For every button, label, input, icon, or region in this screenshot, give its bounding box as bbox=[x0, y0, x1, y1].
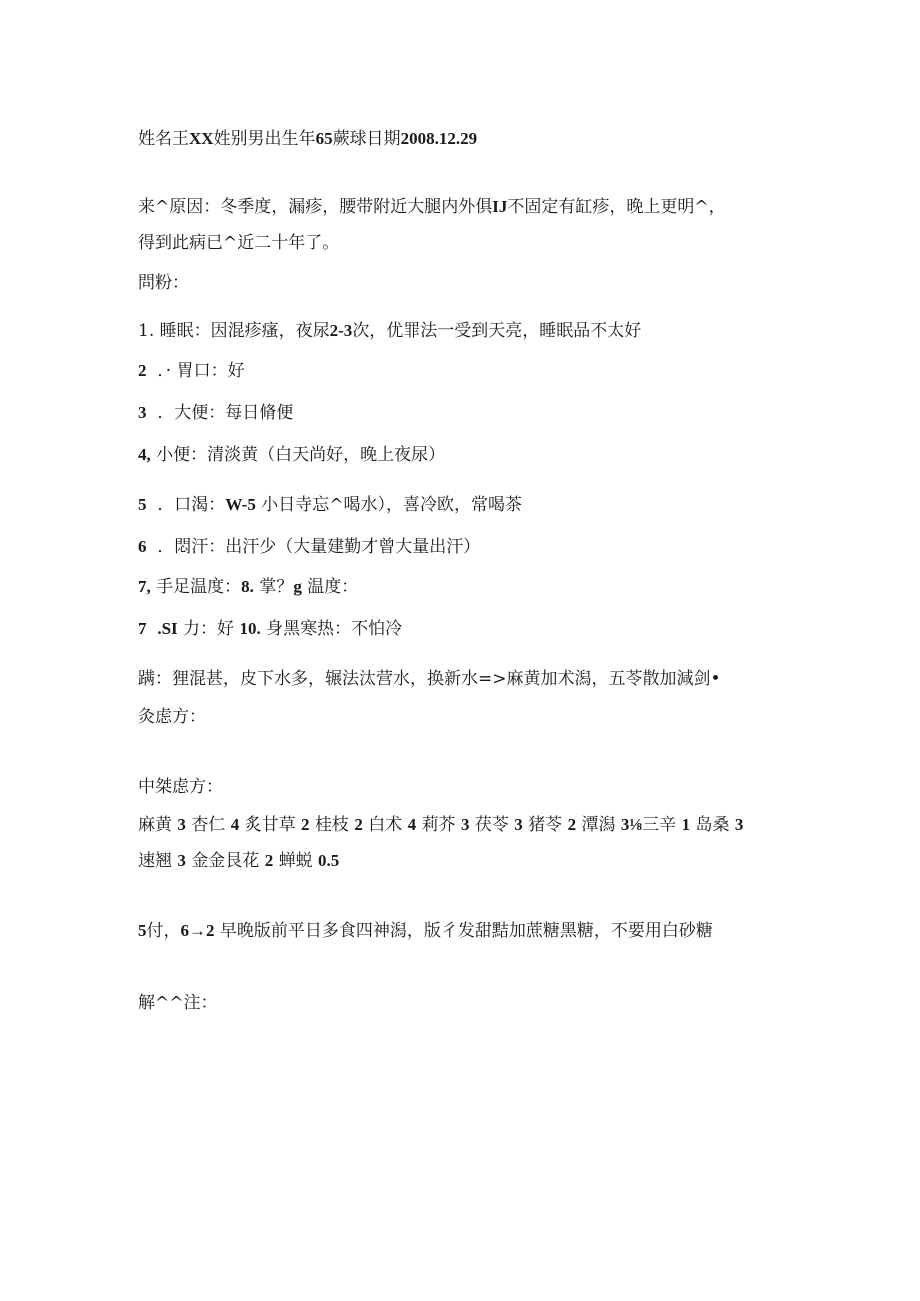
herb: 莉芥 bbox=[421, 815, 456, 835]
reason-text-2: 不固定有缸疹，晚上更明^， bbox=[507, 197, 726, 217]
herb: 潭潟 bbox=[581, 815, 616, 835]
item-rest: 次，优罪法一受到天亮，睡眠品不太好 bbox=[352, 321, 642, 341]
item-sleep bbox=[138, 320, 641, 342]
age-value: 65 bbox=[315, 129, 333, 148]
item-appetite bbox=[138, 360, 245, 382]
herb-dose: 2 bbox=[354, 815, 363, 834]
item-num: 2 bbox=[138, 361, 147, 380]
herb-dose: 4 bbox=[407, 815, 417, 834]
item-num: 6 bbox=[138, 537, 147, 556]
herb-dose: 3 bbox=[734, 815, 744, 834]
note-label: 解^^注： bbox=[138, 993, 218, 1013]
herb: 杏仁 bbox=[191, 815, 226, 835]
herb-dose: 2 bbox=[264, 851, 274, 870]
item-bold-2: g bbox=[293, 577, 302, 596]
herb-dose: 3 bbox=[514, 815, 523, 834]
reason-text: 来^原因：冬季度，漏疹，腰带附近大腿内外俱 bbox=[138, 197, 493, 217]
item-rest: 掌？ bbox=[259, 577, 294, 597]
reason-line-2: 得到此病已^近二十年了。 bbox=[138, 233, 340, 253]
item-temperature bbox=[138, 576, 358, 598]
item-urine bbox=[138, 444, 445, 466]
item-rest: 小日寺忘^喝水），喜冷欧，常喝茶 bbox=[261, 495, 522, 515]
item-energy bbox=[138, 618, 402, 640]
name-label: 姓名王 bbox=[138, 129, 189, 149]
item-sweat bbox=[138, 536, 480, 558]
herb: 猪苓 bbox=[528, 815, 563, 835]
item-rest: 力：好 bbox=[183, 619, 235, 639]
inquiry-label: 問粉： bbox=[138, 273, 189, 293]
herb-dose: 3 bbox=[177, 851, 186, 870]
item-bold: W-5 bbox=[225, 495, 256, 514]
herb: 蝉蜕 bbox=[278, 851, 313, 871]
herb: 麻黄 bbox=[138, 815, 172, 835]
item-num: 1. bbox=[138, 321, 155, 341]
dosage-line bbox=[138, 920, 713, 942]
herb: 岛桑 bbox=[695, 815, 730, 835]
herb-dose: 3 bbox=[177, 815, 186, 834]
item-stool bbox=[138, 402, 293, 424]
item-num: 7, bbox=[138, 577, 151, 596]
herb: 速翘 bbox=[138, 851, 172, 871]
herb: 桂枝 bbox=[314, 815, 349, 835]
herb-dose: 4 bbox=[230, 815, 240, 834]
item-text: ．大便：每日脩便 bbox=[157, 403, 294, 423]
item-text: ．口渴： bbox=[157, 495, 226, 515]
item-bold-2: 10. bbox=[239, 619, 261, 638]
herb: 炙甘草 bbox=[244, 815, 296, 835]
item-bold: 8. bbox=[241, 577, 254, 596]
herb-dose: 3 bbox=[460, 815, 470, 834]
herb: 金金艮花 bbox=[191, 851, 260, 871]
item-num: 7 bbox=[138, 619, 147, 638]
item-num: 4, bbox=[138, 445, 151, 464]
item-bold: 2-3 bbox=[329, 321, 353, 340]
herb: 茯苓 bbox=[474, 815, 509, 835]
herb: 三辛 bbox=[642, 815, 677, 835]
prescription-label: 中桀虑方： bbox=[138, 777, 223, 797]
reason-line-1 bbox=[138, 196, 726, 218]
date-value: 2008.12.29 bbox=[400, 129, 478, 148]
reason-bold: IJ bbox=[492, 197, 508, 216]
diagnosis-line-1: 蹒：狸混甚，皮下水多，辗法汰营水，换新水=>麻黄加术潟，五苓散加減剑• bbox=[138, 669, 721, 689]
diagnosis-line-2: 灸虑方： bbox=[138, 707, 206, 727]
name-value: XX bbox=[189, 129, 214, 148]
prescription-line-2 bbox=[138, 850, 339, 872]
dosage-ratio: 6→2 bbox=[180, 921, 215, 940]
herb: 白术 bbox=[368, 815, 403, 835]
date-label: 蕨球日期 bbox=[332, 129, 401, 149]
herb-dose: 1 bbox=[681, 815, 691, 834]
item-text: ．悶汗：出汗少（大量建勤才曾大量出汗） bbox=[157, 537, 481, 557]
item-text: 手足温度： bbox=[156, 577, 242, 597]
item-rest-2: 温度： bbox=[307, 577, 359, 597]
item-num: 5 bbox=[138, 495, 147, 514]
dosage-count: 5 bbox=[138, 921, 147, 940]
herb-dose: 0.5 bbox=[318, 851, 340, 870]
item-text: 睡眠：因混疹瘙，夜尿 bbox=[159, 321, 330, 341]
item-bold: .SI bbox=[157, 619, 178, 638]
herb-dose: 3⅛ bbox=[620, 815, 643, 834]
prescription-line-1 bbox=[138, 814, 743, 836]
item-text: 小便：清淡黄（白天尚好，晚上夜尿） bbox=[156, 445, 446, 465]
item-text: ．· 胃口：好 bbox=[157, 361, 245, 381]
herb-dose: 2 bbox=[567, 815, 577, 834]
item-thirst bbox=[138, 494, 522, 516]
herb-dose: 2 bbox=[301, 815, 310, 834]
sex-birth-label: 姓别男出生年 bbox=[213, 129, 316, 149]
item-num: 3 bbox=[138, 403, 147, 422]
patient-header bbox=[138, 128, 477, 150]
dosage-instructions: 早晚版前平日多食四神潟，版彳发甜黠加蔗糖黑糖，不要用白砂糖 bbox=[219, 921, 713, 941]
item-rest-2: 身黑寒热：不怕冷 bbox=[266, 619, 403, 639]
dosage-unit: 付， bbox=[146, 921, 181, 941]
